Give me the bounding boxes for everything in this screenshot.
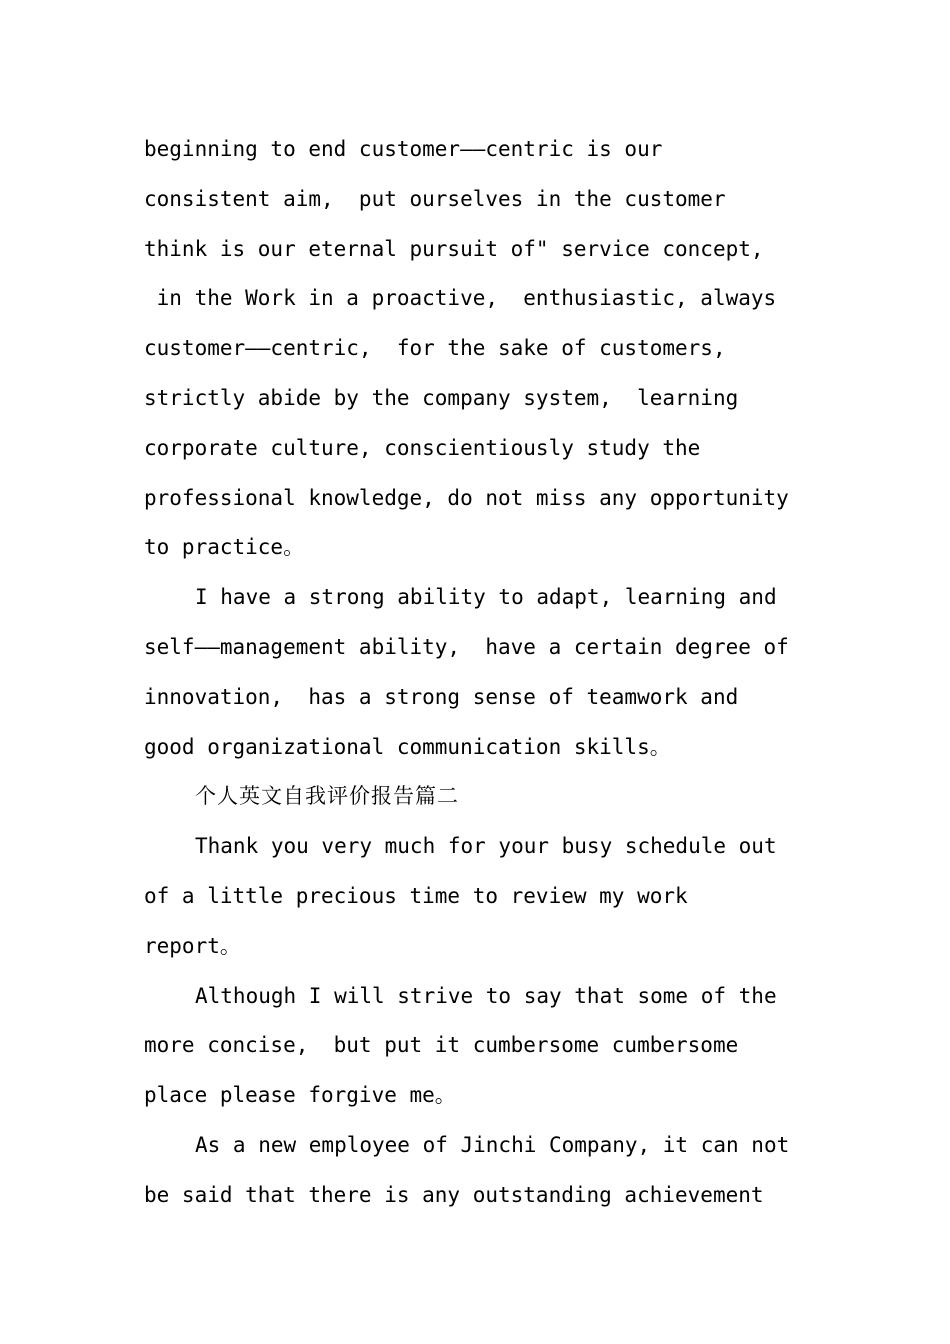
text-line: in the Work in a proactive, enthusiastic, always bbox=[144, 286, 777, 311]
section-heading: 个人英文自我评价报告篇二 bbox=[195, 784, 459, 809]
text-line: of a little precious time to review my work bbox=[144, 883, 688, 908]
paragraph-start-line: Although I will strive to say that some of the bbox=[195, 983, 777, 1008]
paragraph-start-line: As a new employee of Jinchi Company, it can not bbox=[195, 1132, 790, 1157]
text-line: strictly abide by the company system, learning bbox=[144, 385, 739, 410]
text-line: professional knowledge, do not miss any opportunity bbox=[144, 485, 789, 510]
document-body bbox=[144, 125, 824, 1221]
text-line: more concise, but put it cumbersome cumbersome bbox=[144, 1033, 739, 1058]
text-line: think is our eternal pursuit of" service concept, bbox=[144, 236, 764, 261]
text-line: beginning to end customer——centric is our bbox=[144, 137, 663, 161]
text-line: to practice。 bbox=[144, 535, 305, 560]
text-line: corporate culture, conscientiously study the bbox=[144, 435, 701, 460]
text-line: place please forgive me。 bbox=[144, 1083, 456, 1108]
text-line: consistent aim, put ourselves in the customer bbox=[144, 186, 726, 211]
text-line: good organizational communication skills。 bbox=[144, 734, 671, 759]
text-line: be said that there is any outstanding achievement bbox=[144, 1182, 764, 1207]
text-line: innovation, has a strong sense of teamwork and bbox=[144, 684, 739, 709]
paragraph-start-line: I have a strong ability to adapt, learning and bbox=[195, 585, 777, 610]
text-line: report。 bbox=[144, 933, 241, 958]
paragraph-start-line: Thank you very much for your busy schedule out bbox=[195, 834, 777, 859]
text-line: self——management ability, have a certain degree of bbox=[144, 634, 789, 659]
text-line: customer——centric, for the sake of customers, bbox=[144, 336, 726, 361]
